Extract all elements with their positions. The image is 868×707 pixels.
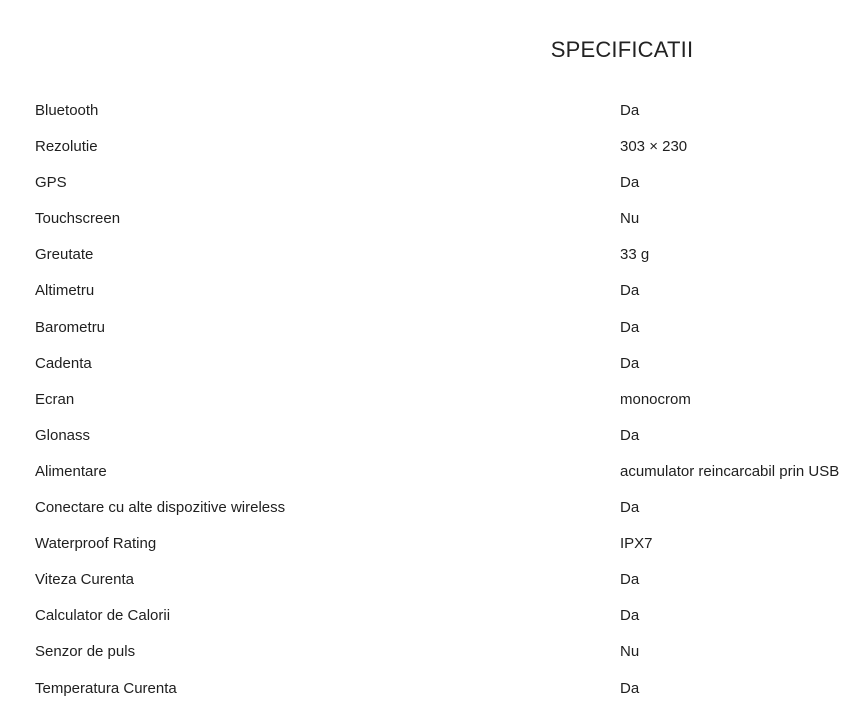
spec-row bbox=[35, 418, 868, 454]
spec-label: Viteza Curenta bbox=[35, 571, 134, 589]
spec-value: Da bbox=[620, 571, 640, 589]
spec-row bbox=[35, 598, 868, 634]
spec-value: acumulator reincarcabil prin USB bbox=[620, 462, 840, 480]
spec-label: Ecran bbox=[35, 390, 75, 408]
spec-value: Nu bbox=[620, 210, 640, 228]
spec-value: monocrom bbox=[620, 390, 691, 408]
spec-label: Greutate bbox=[35, 246, 94, 264]
spec-row bbox=[35, 93, 868, 129]
spec-label: Senzor de puls bbox=[35, 643, 136, 661]
spec-label: Cadenta bbox=[35, 354, 92, 372]
spec-row bbox=[35, 454, 868, 490]
spec-label: Conectare cu alte dispozitive wireless bbox=[35, 499, 286, 517]
spec-label: Calculator de Calorii bbox=[35, 607, 171, 625]
spec-value: Nu bbox=[620, 643, 640, 661]
spec-value: 303 × 230 bbox=[620, 138, 688, 156]
spec-value: Da bbox=[620, 318, 640, 336]
spec-label: Bluetooth bbox=[35, 102, 99, 119]
spec-value: 33 g bbox=[620, 246, 650, 264]
spec-value: Da bbox=[620, 174, 640, 192]
spec-label: Temperatura Curenta bbox=[35, 679, 177, 697]
spec-value: Da bbox=[620, 354, 640, 372]
spec-row bbox=[35, 129, 868, 165]
spec-row bbox=[35, 237, 868, 273]
spec-row bbox=[35, 273, 868, 309]
spec-value: Da bbox=[620, 102, 640, 119]
spec-row bbox=[35, 490, 868, 526]
spec-value: Da bbox=[620, 499, 640, 517]
spec-value: Da bbox=[620, 679, 640, 697]
spec-row bbox=[35, 346, 868, 382]
spec-label: Barometru bbox=[35, 318, 106, 336]
spec-row bbox=[35, 526, 868, 562]
spec-label: Altimetru bbox=[35, 282, 95, 300]
page-title: SPECIFICATII bbox=[550, 37, 694, 62]
spec-row bbox=[35, 165, 868, 201]
spec-label: Waterproof Rating bbox=[35, 535, 157, 553]
spec-label: Alimentare bbox=[35, 462, 107, 480]
spec-label: Touchscreen bbox=[35, 210, 121, 228]
spec-value: Da bbox=[620, 607, 640, 625]
spec-value: IPX7 bbox=[620, 535, 653, 553]
spec-row bbox=[35, 634, 868, 670]
spec-row bbox=[35, 310, 868, 346]
spec-value: Da bbox=[620, 282, 640, 300]
spec-row bbox=[35, 382, 868, 418]
spec-row bbox=[35, 562, 868, 598]
spec-label: Rezolutie bbox=[35, 138, 98, 156]
spec-label: Glonass bbox=[35, 426, 91, 444]
spec-row bbox=[35, 671, 868, 707]
spec-value: Da bbox=[620, 426, 640, 444]
specifications-table bbox=[35, 93, 868, 707]
spec-label: GPS bbox=[35, 174, 67, 192]
spec-row bbox=[35, 201, 868, 237]
